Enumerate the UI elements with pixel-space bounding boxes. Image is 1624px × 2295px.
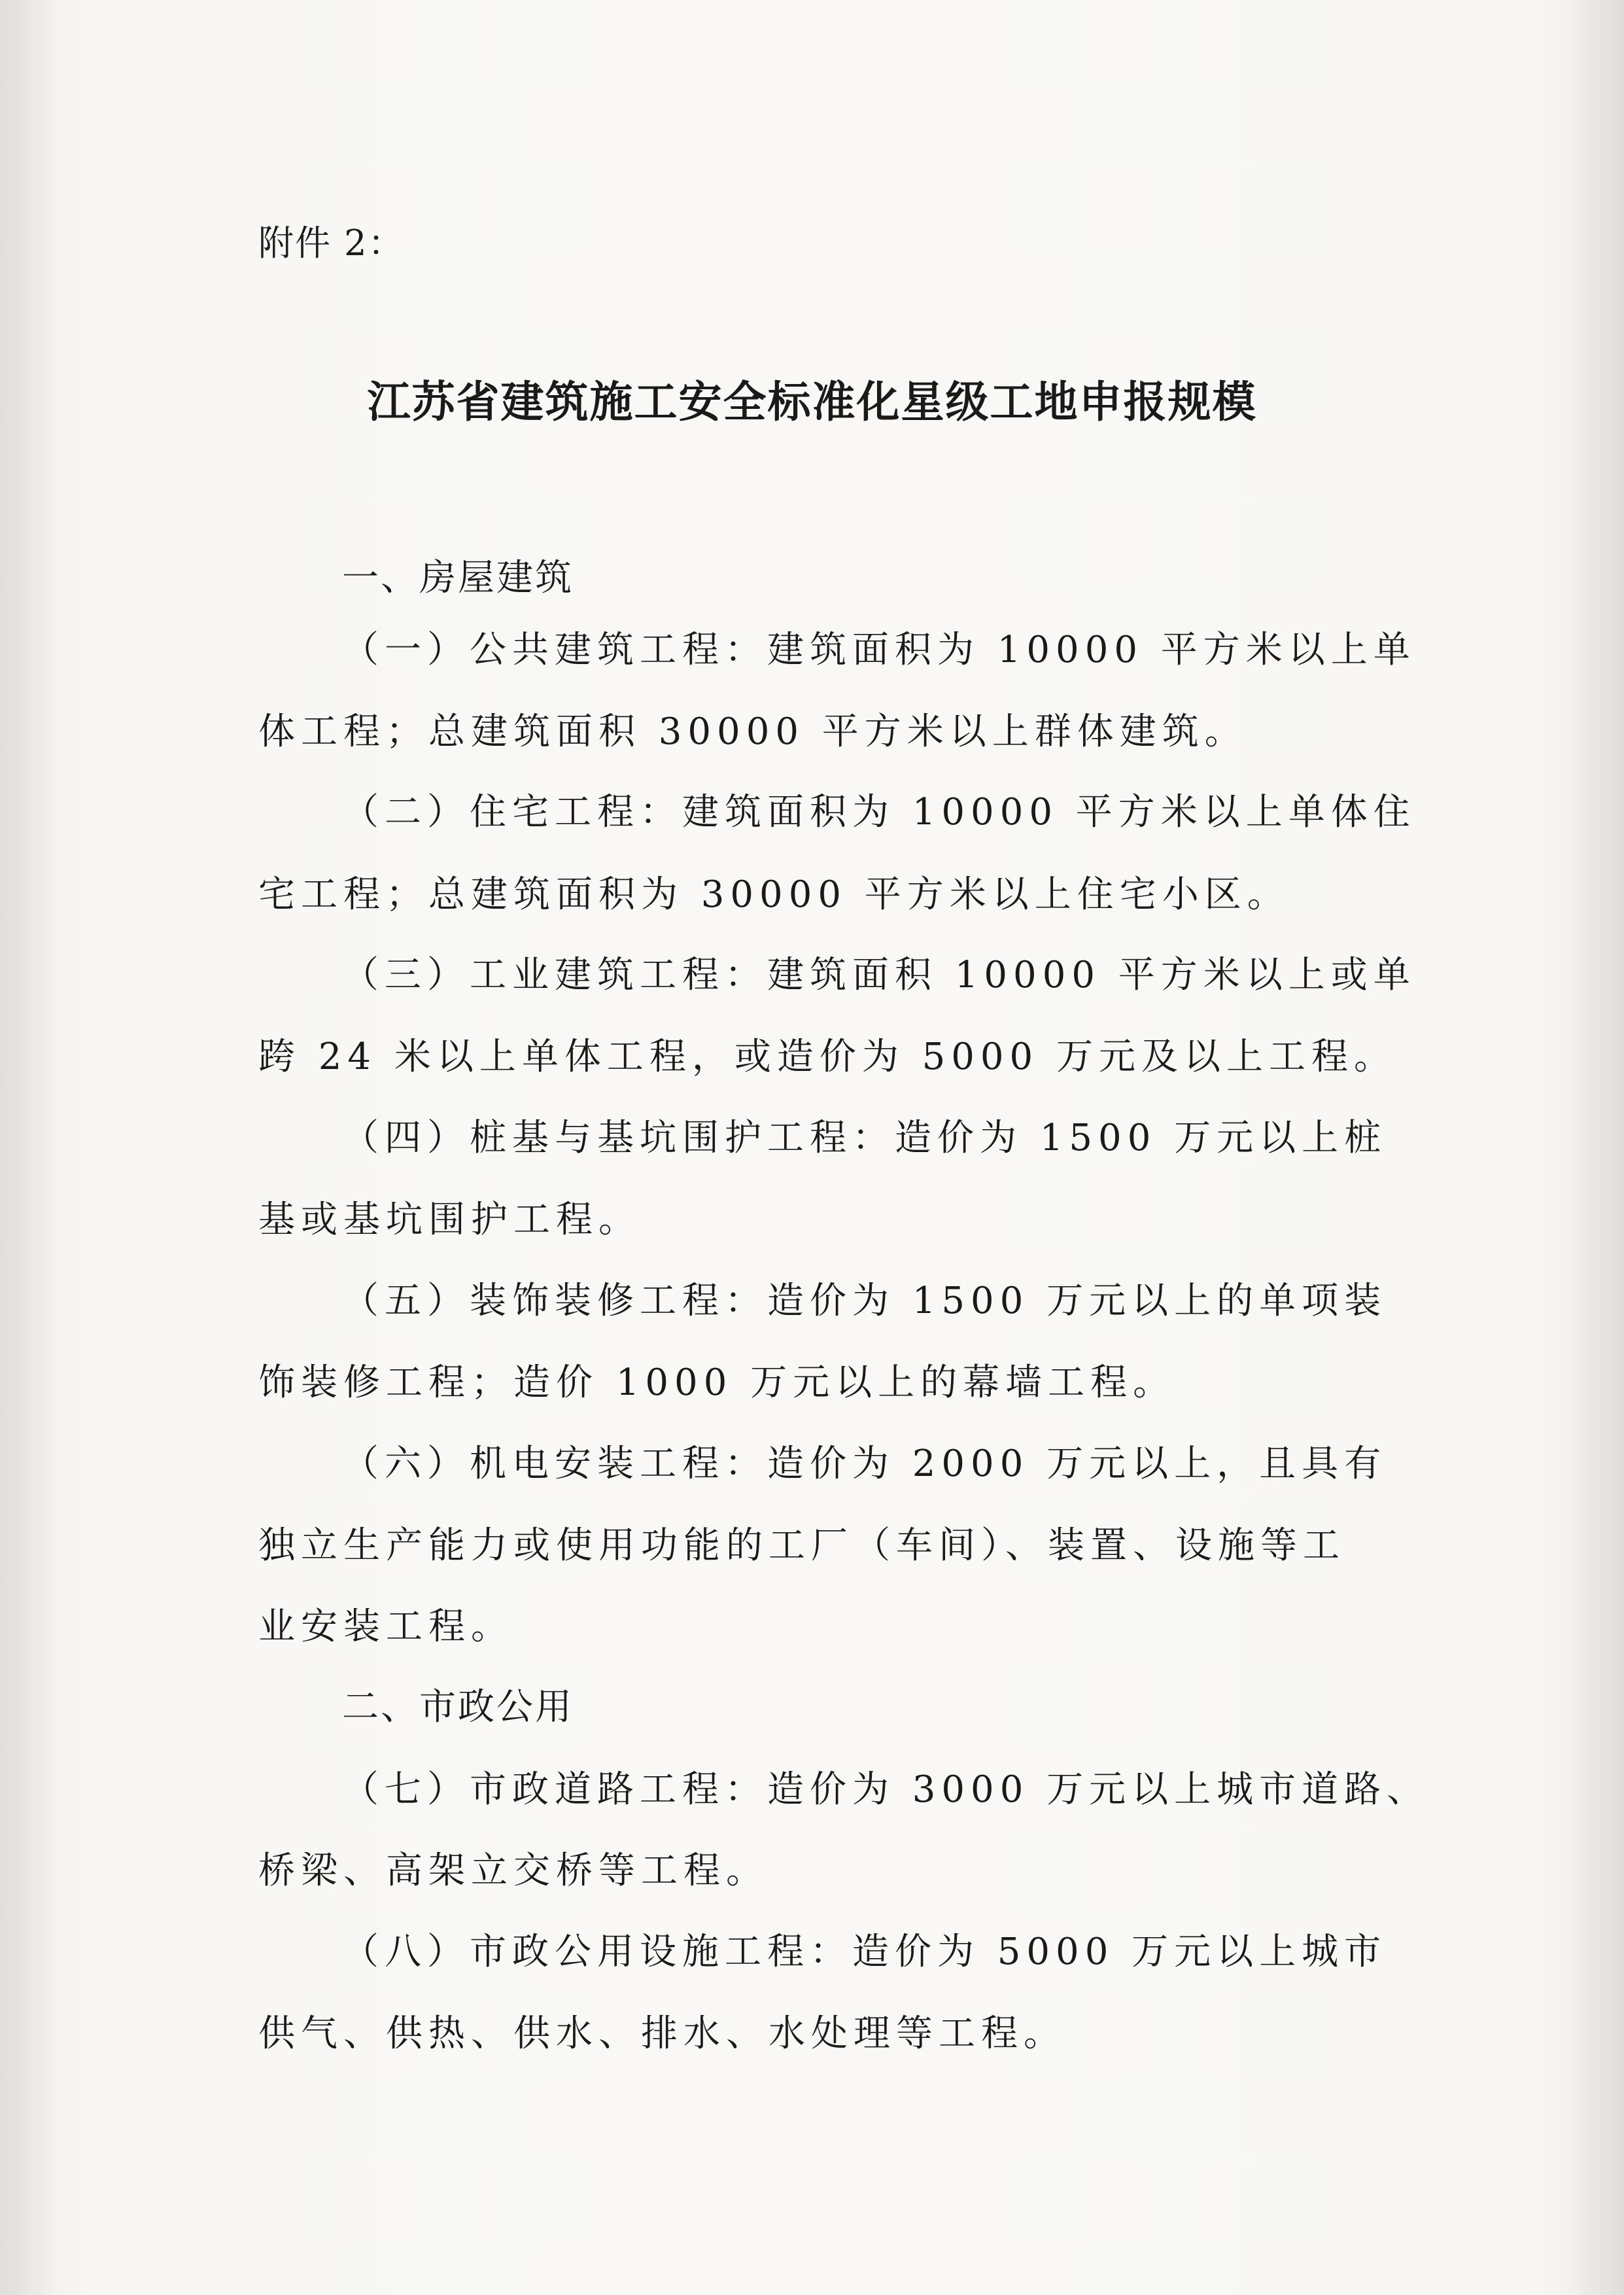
item-2-line-1: （二）住宅工程：建筑面积为 10000 平方米以上单体住 [342,791,1416,833]
scan-shadow-right [1565,0,1624,2295]
item-3-line-2: 跨 24 米以上单体工程，或造价为 5000 万元及以上工程。 [258,1036,1396,1078]
item-1-line-2: 体工程；总建筑面积 30000 平方米以上群体建筑。 [258,710,1247,753]
item-5-line-1: （五）装饰装修工程：造价为 1500 万元以上的单项装 [342,1280,1387,1322]
item-5-line-2: 饰装修工程；造价 1000 万元以上的幕墙工程。 [258,1361,1176,1404]
item-6-line-2: 独立生产能力或使用功能的工厂（车间）、装置、设施等工 [258,1524,1345,1567]
attachment-label: 附件 2： [258,222,405,264]
scan-shadow-left [0,0,59,2295]
item-7-line-1: （七）市政道路工程：造价为 3000 万元以上城市道路、 [342,1768,1430,1811]
item-4-line-2: 基或基坑围护工程。 [258,1199,641,1241]
section-heading-housing: 一、房屋建筑 [342,557,574,599]
item-6-line-1: （六）机电安装工程：造价为 2000 万元以上，且具有 [342,1443,1387,1485]
item-7-line-2: 桥梁、高架立交桥等工程。 [258,1849,769,1892]
item-4-line-1: （四）桩基与基坑围护工程：造价为 1500 万元以上桩 [342,1117,1387,1159]
document-title: 江苏省建筑施工安全标准化星级工地申报规模 [367,377,1257,427]
item-1-line-1: （一）公共建筑工程：建筑面积为 10000 平方米以上单 [342,629,1416,671]
section-heading-municipal: 二、市政公用 [342,1686,574,1728]
item-3-line-1: （三）工业建筑工程：建筑面积 10000 平方米以上或单 [342,954,1416,996]
item-6-line-3: 业安装工程。 [258,1605,513,1648]
item-8-line-2: 供气、供热、供水、排水、水处理等工程。 [258,2012,1066,2055]
item-2-line-2: 宅工程；总建筑面积为 30000 平方米以上住宅小区。 [258,873,1290,916]
item-8-line-1: （八）市政公用设施工程：造价为 5000 万元以上城市 [342,1931,1387,1973]
